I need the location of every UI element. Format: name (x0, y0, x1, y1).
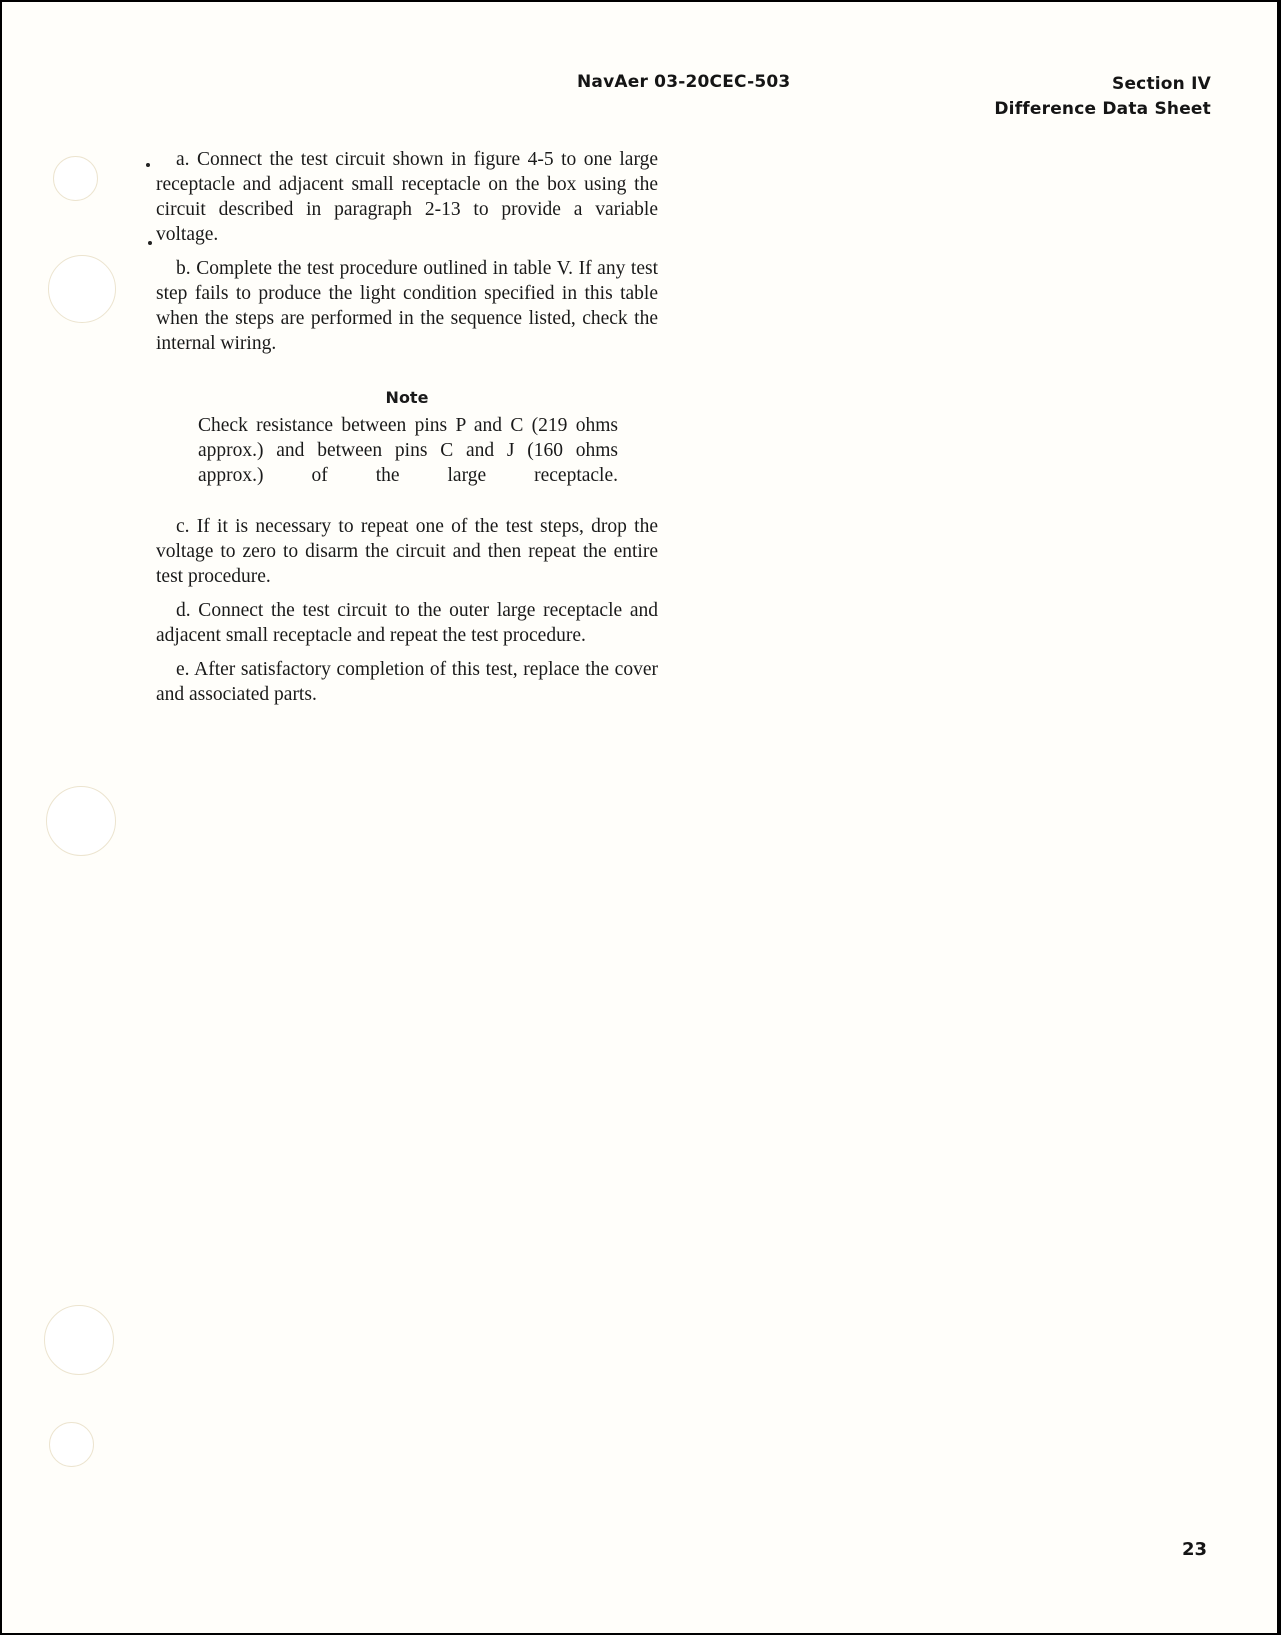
paragraph-c: c. If it is necessary to repeat one of the test steps, drop the voltage to zero to disarm the circuit and then repeat the entire test procedure. (156, 516, 658, 587)
note-text: Check resistance between pins P and C (219 ohms approx.) and between pins C and J (160 ohms approx.) of the large receptacle. (198, 415, 618, 486)
paragraph-a: a. Connect the test circuit shown in figure 4-5 to one large receptacle and adjacent small receptacle on the box using the circuit described in paragraph 2-13 to provide a variable voltage. (156, 149, 658, 245)
paragraph-b: b. Complete the test procedure outlined in table V. If any test step fails to produce the light condition specified in this table when the steps are performed in the sequence listed, check the internal wiring. (156, 258, 658, 354)
paragraph-d: d. Connect the test circuit to the outer large receptacle and adjacent small receptacle and repeat the test procedure. (156, 600, 658, 646)
punch-hole (49, 1422, 94, 1467)
scan-speck (146, 163, 150, 167)
body-text (156, 147, 658, 716)
punch-hole (48, 255, 116, 323)
note-title: Note (385, 388, 429, 407)
page-number: 23 (1181, 1539, 1207, 1560)
paragraph-e: e. After satisfactory completion of this test, replace the cover and associated parts. (156, 659, 658, 705)
document-page (2, 2, 1277, 1633)
punch-hole (46, 786, 116, 856)
section-label: Section IV (1112, 74, 1211, 94)
document-number: NavAer 03-20CEC-503 (577, 72, 791, 92)
section-title: Difference Data Sheet (994, 99, 1211, 119)
note-block (156, 385, 658, 488)
scan-speck (148, 241, 152, 245)
section-header (994, 72, 1211, 122)
punch-hole (44, 1305, 114, 1375)
punch-hole (53, 156, 98, 201)
